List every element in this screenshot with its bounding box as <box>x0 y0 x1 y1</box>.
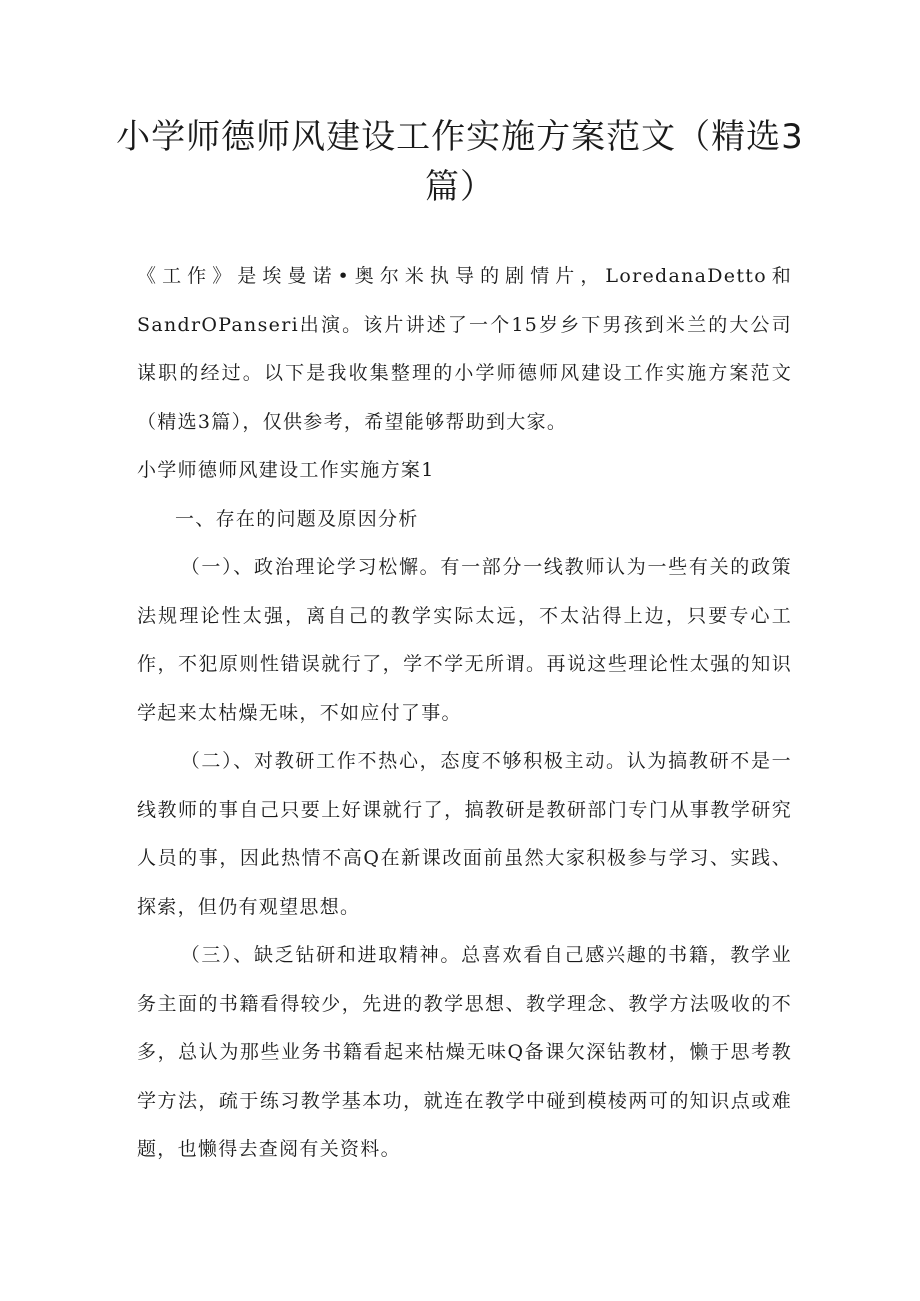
section-title: 小学师德师风建设工作实施方案1 <box>137 459 435 481</box>
body-paragraph-1: （一）、政治理论学习松懈。有一部分一线教师认为一些有关的政策法规理论性太强，离自己的教学实际太远，不太沾得上边，只要专心工作，不犯原则性错误就行了，学不学无所谓。再说这些理论性太强的知识学起来太枯燥无味，不如应付了事。 <box>137 556 792 724</box>
section-heading: 一、存在的问题及原因分析 <box>175 507 419 530</box>
body-paragraph-3: （三）、缺乏钻研和进取精神。总喜欢看自己感兴趣的书籍，教学业务主面的书籍看得较少，先进的教学思想、教学理念、教学方法吸收的不多，总认为那些业务书籍看起来枯燥无味Q备课欠深钻教材，懒于思考教学方法，疏于练习教学基本功，就连在教学中碰到模棱两可的知识点或难题，也懒得去查阅有关资料。 <box>137 944 792 1160</box>
document-title: 小学师德师风建设工作实施方案范文（精选3篇） <box>116 117 804 207</box>
intro-paragraph: 《工作》是埃曼诺•奥尔米执导的剧情片，LoredanaDetto和SandrOPanseri出演。该片讲述了一个15岁乡下男孩到米兰的大公司谋职的经过。以下是我收集整理的小学师德师风建设工作实施方案范文（精选3篇），仅供参考，希望能够帮助到大家。 <box>137 265 792 433</box>
body-paragraph-2: （二）、对教研工作不热心，态度不够积极主动。认为搞教研不是一线教师的事自己只要上好课就行了，搞教研是教研部门专门从事教学研究人员的事，因此热情不高Q在新课改面前虽然大家积极参与学习、实践、探索，但仍有观望思想。 <box>137 750 792 918</box>
document-body <box>137 252 792 1174</box>
